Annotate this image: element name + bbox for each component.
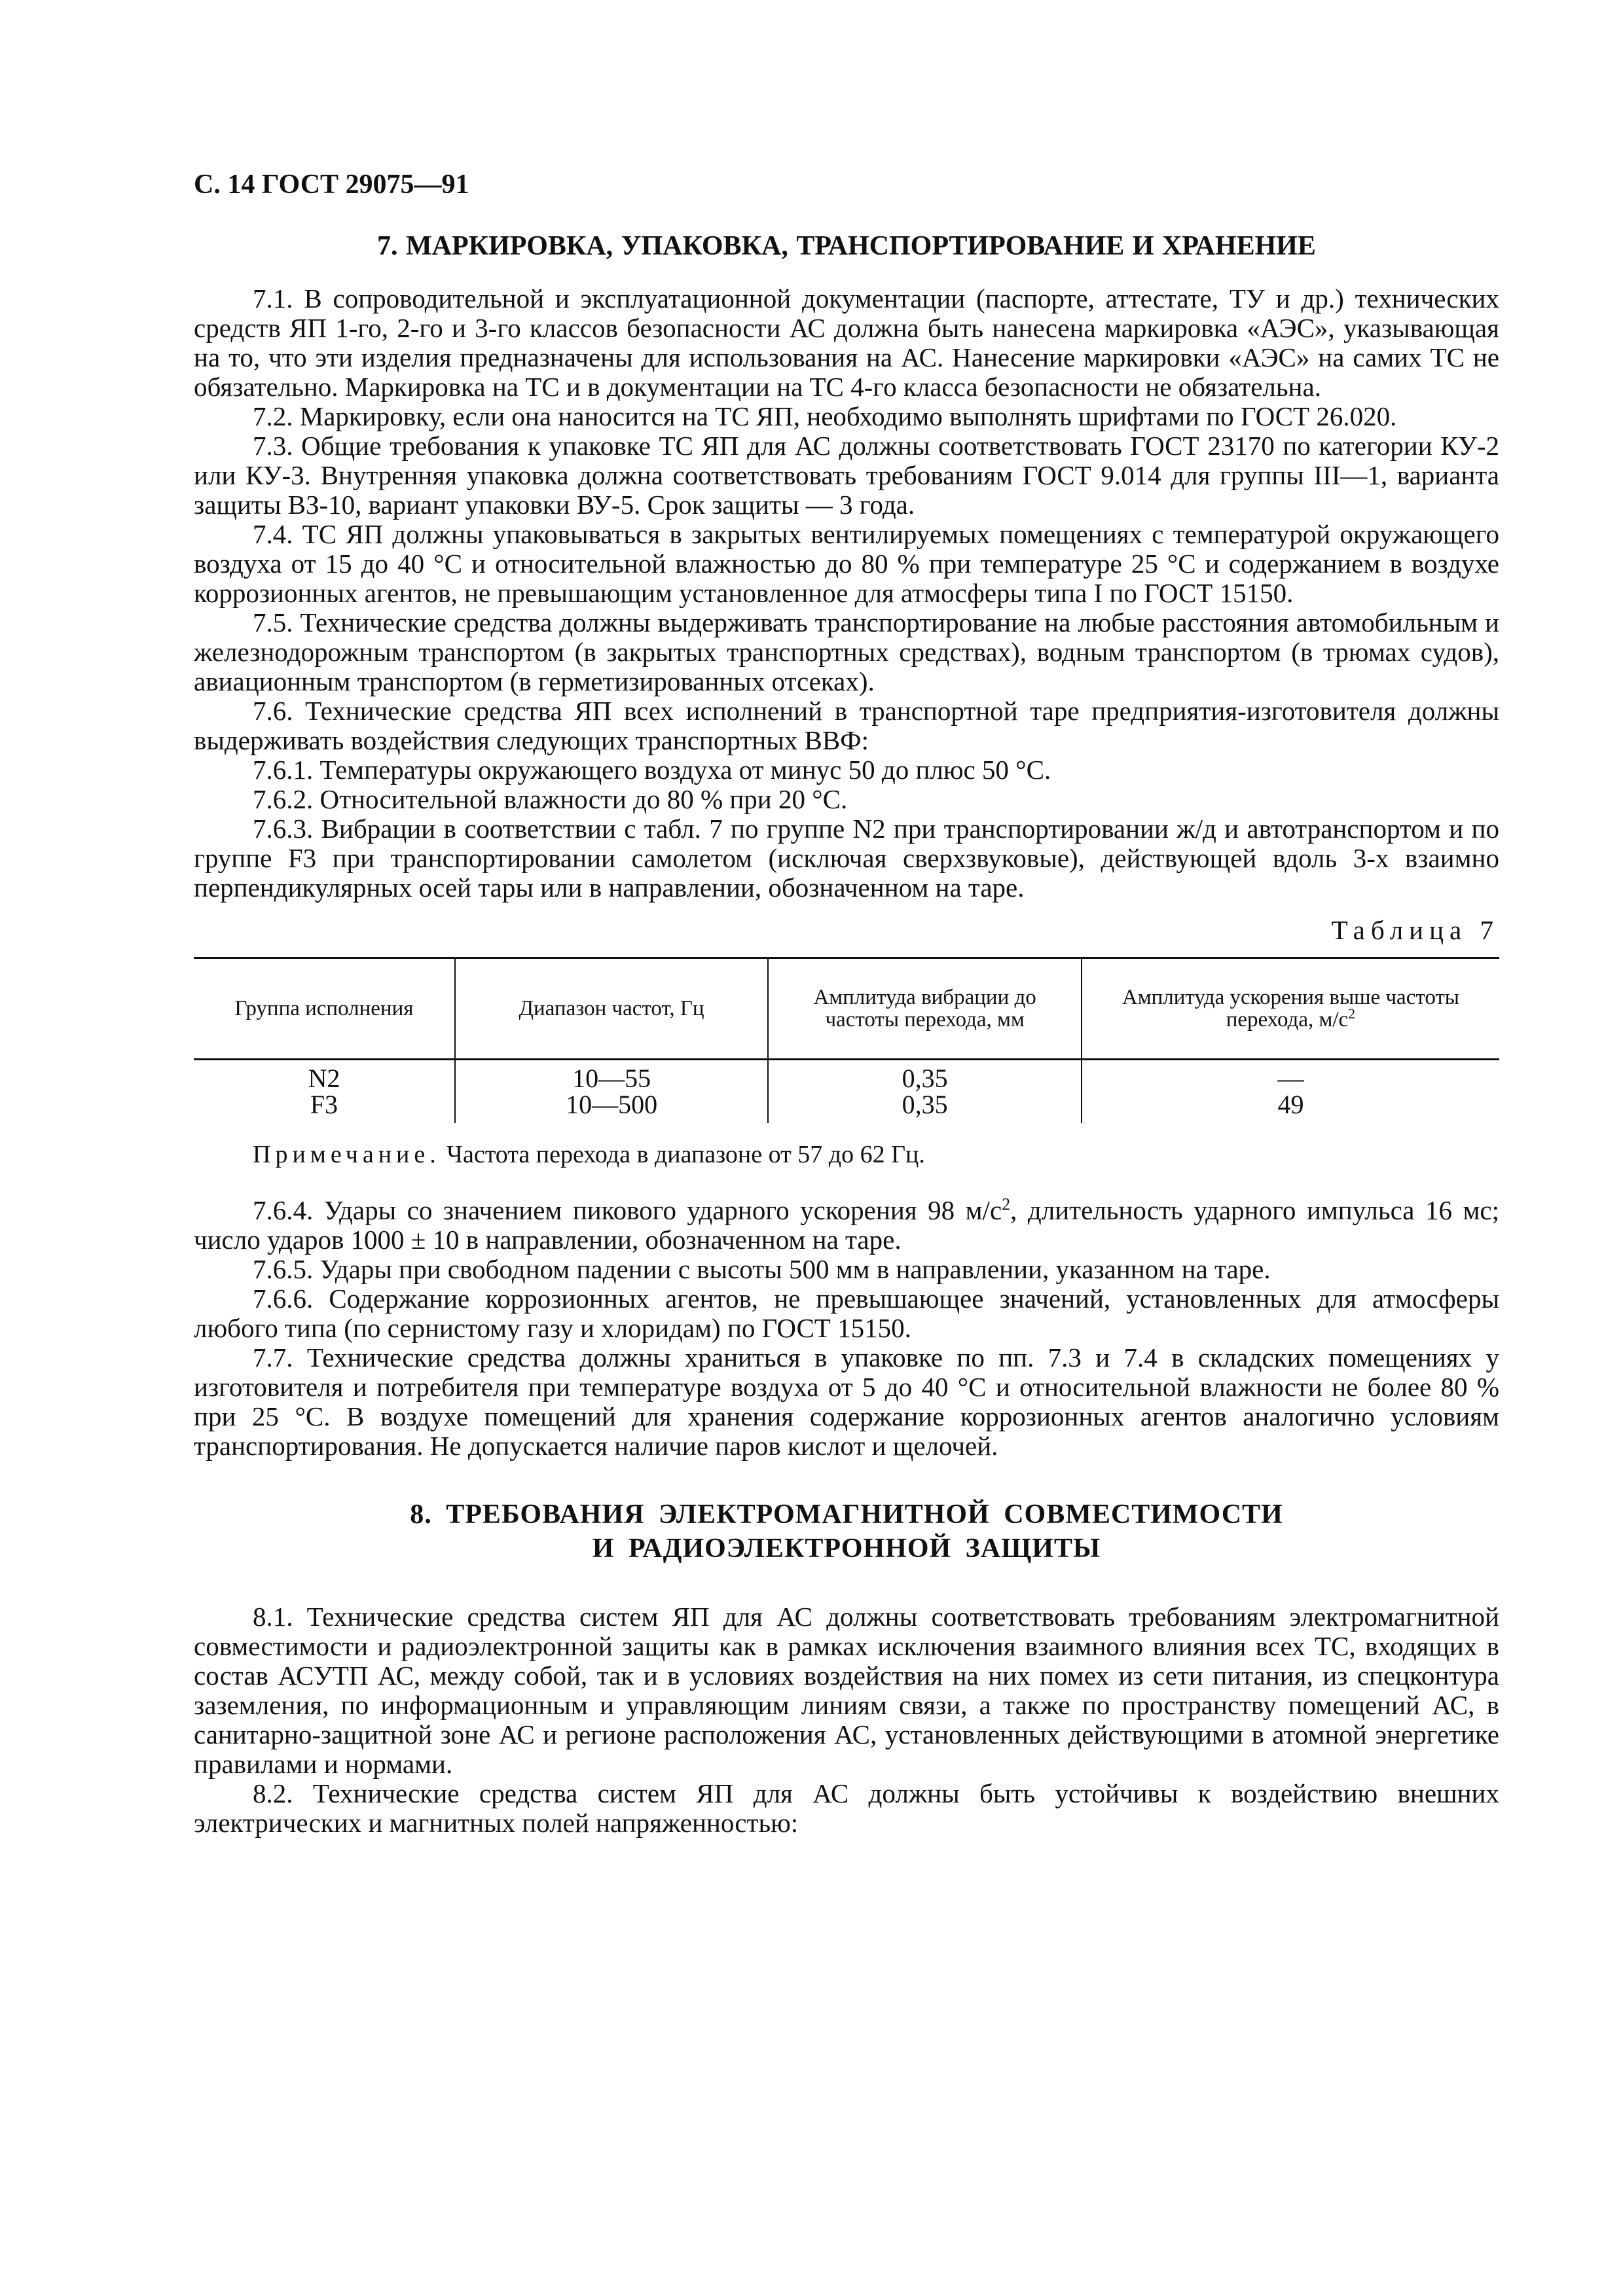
paragraph-7-3: 7.3. Общие требования к упаковке ТС ЯП для АС должны соответствовать ГОСТ 23170 по категории КУ-2 или КУ-3. Внутренняя упаковка должна соответствовать требованиям ГОСТ 9.014 для группы III—1, варианта защиты ВЗ-10, вариант упаковки ВУ-5. Срок защиты — 3 года. [194,431,1499,520]
table-row [194,1092,1499,1123]
paragraph-7-6: 7.6. Технические средства ЯП всех исполнений в транспортной таре предприятия-изготовителя должны выдерживать воздействия следующих транспортных ВВФ: [194,696,1499,755]
paragraph-7-6-4-sup: 2 [1002,1194,1011,1214]
paragraph-7-6-6: 7.6.6. Содержание коррозионных агентов, не превышающее значений, установленных для атмосферы любого типа (по сернистому газу и хлоридам) по ГОСТ 15150. [194,1283,1499,1343]
paragraph-7-6-1: 7.6.1. Температуры окружающего воздуха от минус 50 до плюс 50 °С. [253,755,1051,785]
table-cell-acceleration: — [1082,1060,1499,1092]
table-cell-vibration: 0,35 [768,1092,1082,1123]
table-cell-acceleration: 49 [1082,1092,1499,1123]
section-8-title-line-1: 8. ТРЕБОВАНИЯ ЭЛЕКТРОМАГНИТНОЙ СОВМЕСТИМОСТИ [410,1499,1283,1530]
table-cell-frequency: 10—55 [455,1060,769,1092]
table-row [194,1060,1499,1092]
paragraph-7-6-4-part1: 7.6.4. Удары со значением пикового ударного ускорения 98 м/с [253,1195,1002,1225]
table-7 [194,957,1499,1123]
paragraph-7-6-4 [194,1196,1499,1255]
note-label: Примечание. [253,1141,441,1168]
running-head: С. 14 ГОСТ 29075—91 [194,170,469,200]
paragraph-7-6-5: 7.6.5. Удары при свободном падении с высоты 500 мм в направлении, указанном на таре. [253,1254,1271,1284]
table-cell-group: N2 [308,1064,340,1093]
paragraph-8-2: 8.2. Технические средства систем ЯП для АС должны быть устойчивы к воздействию внешних электрических и магнитных полей напряженностью: [194,1778,1499,1838]
page-content [194,165,1499,1838]
paragraph-7-6-3: 7.6.3. Вибрации в соответствии с табл. 7 по группе N2 при транспортировании ж/д и автотранспортом и по группе F3 при транспортировании самолетом (исключая сверхзвуковые), действующей вдоль 3-х взаимно перпендикулярных осей тары или в направлении, обозначенном на таре. [194,814,1499,903]
table-header-row [194,958,1499,1060]
paragraph-7-6-4-part2: , длительность ударного импульса 16 мс; число ударов 1000 ± 10 в направлении, обозначенном на таре. [194,1195,1499,1255]
section-8-title-line-2: И РАДИОЭЛЕКТРОННОЙ ЗАЩИТЫ [592,1534,1101,1564]
table-header-vibration-amplitude: Амплитуда вибрации до частоты перехода, мм [768,958,1082,1060]
paragraph-7-6-2: 7.6.2. Относительной влажности до 80 % при 20 °С. [253,784,848,814]
paragraph-8-1: 8.1. Технические средства систем ЯП для АС должны соответствовать требованиям электромагнитной совместимости и радиоэлектронной защиты как в рамках исключения взаимного влияния всех ТС, входящих в состав АСУТП АС, между собой, так и в условиях воздействия на них помех из сети питания, из спецконтура заземления, по информационным и управляющим линиям связи, а также по пространству помещений АС, в санитарно-защитной зоне АС и регионе расположения АС, установленных действующими в атомной энергетике правилами и нормами. [194,1602,1499,1779]
section-7-title: 7. МАРКИРОВКА, УПАКОВКА, ТРАНСПОРТИРОВАНИЕ И ХРАНЕНИЕ [377,231,1316,261]
section-8-title [194,1498,1499,1566]
paragraph-7-2: 7.2. Маркировку, если она наносится на ТС ЯП, необходимо выполнять шрифтами по ГОСТ 26.020. [253,401,1397,431]
table-header-acceleration-amplitude [1082,958,1499,1060]
table-header-group: Группа исполнения [194,958,455,1060]
table-note [194,1140,1499,1170]
table-header-acceleration-text: Амплитуда ускорения выше частоты перехода, м/с [1122,986,1459,1031]
table-cell-frequency: 10—500 [455,1092,769,1123]
paragraph-7-5: 7.5. Технические средства должны выдерживать транспортирование на любые расстояния автомобильным и железнодорожным транспортом (в закрытых транспортных средствах), водным транспортом (в трюмах судов), авиационным транспортом (в герметизированных отсеках). [194,607,1499,696]
table-7-label: Таблица 7 [1331,915,1499,945]
table-cell-group: F3 [310,1090,338,1119]
paragraph-7-7: 7.7. Технические средства должны храниться в упаковке по пп. 7.3 и 7.4 в складских помещениях у изготовителя и потребителя при температуре воздуха от 5 до 40 °С и относительной влажности не более 80 % при 25 °С. В воздухе помещений для хранения содержание коррозионных агентов аналогично условиям транспортирования. Не допускается наличие паров кислот и щелочей. [194,1342,1499,1461]
note-text: Частота перехода в диапазоне от 57 до 62 Гц. [447,1141,925,1168]
table-header-frequency: Диапазон частот, Гц [455,958,769,1060]
paragraph-7-4: 7.4. ТС ЯП должны упаковываться в закрытых вентилируемых помещениях с температурой окружающего воздуха от 15 до 40 °С и относительной влажностью до 80 % при температуре 25 °С и содержанием в воздухе коррозионных агентов, не превышающим установленное для атмосферы типа I по ГОСТ 15150. [194,519,1499,608]
table-header-acceleration-sup: 2 [1348,1005,1356,1022]
table-cell-vibration: 0,35 [768,1060,1082,1092]
paragraph-7-1: 7.1. В сопроводительной и эксплуатационной документации (паспорте, аттестате, ТУ и др.) технических средств ЯП 1-го, 2-го и 3-го классов безопасности АС должна быть нанесена маркировка «АЭС», указывающая на то, что эти изделия предназначены для использования на АС. Нанесение маркировки «АЭС» на самих ТС не обязательно. Маркировка на ТС и в документации на ТС 4-го класса безопасности не обязательна. [194,283,1499,402]
